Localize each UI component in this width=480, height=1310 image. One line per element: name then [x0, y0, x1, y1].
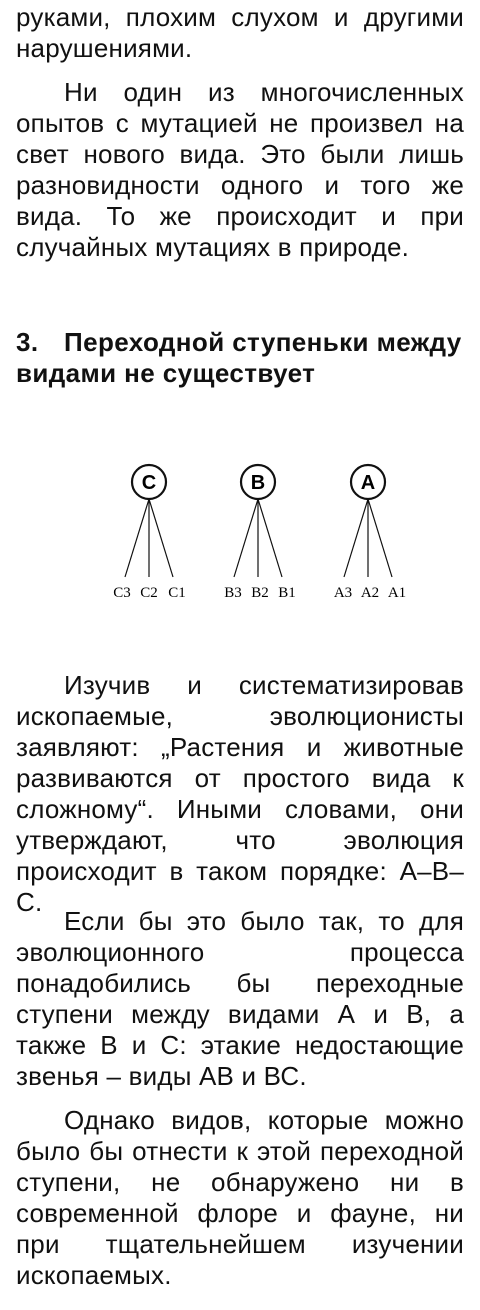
species-node-label-a: A	[360, 472, 376, 494]
branch-line	[344, 499, 368, 577]
leaf-label-c2: C2	[140, 585, 158, 601]
species-group-a	[334, 465, 406, 601]
leaf-label-b1: B1	[278, 585, 296, 601]
branch-line	[258, 499, 282, 577]
species-node-label-b: B	[250, 472, 266, 494]
paragraph-transitional: Если бы это было так, то для эволюционного процесса понадобились бы переходные ступени между видами А и В, а также В и С: этакие недостающие звенья – виды АВ и ВС.	[16, 906, 464, 1091]
branch-line	[149, 499, 173, 577]
section-number: 3.	[16, 327, 39, 357]
leaf-label-b2: B2	[251, 585, 269, 601]
leaf-label-a2: A2	[360, 585, 380, 601]
branch-line	[125, 499, 149, 577]
paragraph-mutations: Ни один из многочисленных опытов с мутацией не произвел на свет нового вида. Это были лишь разновидности одного и того же вида. То же происходит и при случайных мутациях в природе.	[16, 77, 464, 262]
paragraph-no-evidence: Однако видов, которые можно было бы отнести к этой переходной ступени, не обнаружено ни в современной флоре и фауне, ни при тщательнейшем изучении ископаемых.	[16, 1105, 464, 1290]
branch-line	[368, 499, 392, 577]
branch-line	[234, 499, 258, 577]
paragraph-continued: руками, плохим слухом и другими нарушениями.	[16, 2, 464, 63]
species-diagram	[100, 460, 420, 610]
leaf-label-b3: B3	[224, 585, 242, 601]
leaf-label-c1: C1	[168, 585, 186, 601]
species-node-label-c: C	[141, 472, 157, 494]
species-group-b	[224, 465, 296, 601]
leaf-label-c3: C3	[113, 585, 131, 601]
paragraph-fossils: Изучив и систематизировав ископаемые, эволюционисты заявляют: „Растения и животные развиваются от простого вида к сложному“. Иными словами, они утверждают, что эволюция происходит в таком порядке: А–В–С.	[16, 670, 464, 917]
leaf-label-a1: A1	[387, 585, 407, 601]
section-heading	[16, 327, 466, 389]
species-group-c	[113, 465, 186, 601]
leaf-label-a3: A3	[333, 585, 353, 601]
section-title: Переходной ступеньки между видами не существует	[16, 327, 462, 388]
